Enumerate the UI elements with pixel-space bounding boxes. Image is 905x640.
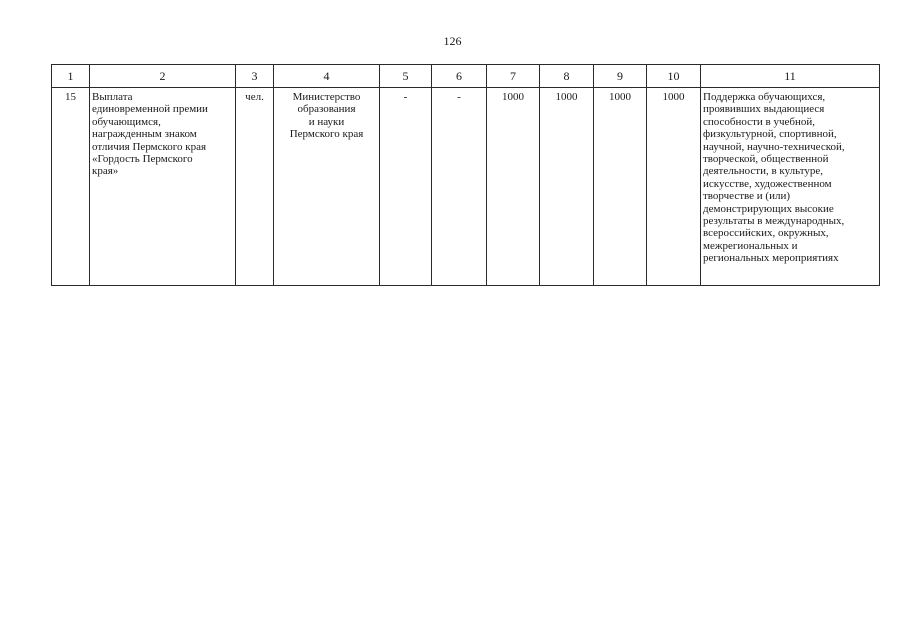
row-col10-cell bbox=[647, 88, 701, 286]
row-col9-value: 1000 bbox=[609, 91, 631, 103]
row-number-cell bbox=[52, 88, 90, 286]
row-col5-cell bbox=[380, 88, 432, 286]
row-unit-cell bbox=[236, 88, 274, 286]
column-header: 11 bbox=[701, 65, 880, 88]
row-name: Выплата единовременной премии обучающимся, награжденным знаком отличия Пермского края «Гордость Пермского края» bbox=[92, 91, 208, 178]
column-header: 5 bbox=[380, 65, 432, 88]
row-ministry-cell bbox=[274, 88, 380, 286]
row-col6-value: - bbox=[457, 91, 461, 103]
row-ministry: Министерство образования и науки Пермского края bbox=[289, 91, 364, 141]
row-description-cell bbox=[701, 88, 880, 286]
row-col10-value: 1000 bbox=[662, 91, 685, 103]
column-header: 1 bbox=[52, 65, 90, 88]
column-header: 7 bbox=[487, 65, 540, 88]
row-col5-value: - bbox=[403, 91, 408, 103]
column-header: 6 bbox=[432, 65, 487, 88]
page-number: 126 bbox=[443, 34, 462, 48]
column-header: 2 bbox=[90, 65, 236, 88]
row-col8-cell bbox=[540, 88, 594, 286]
column-header: 4 bbox=[274, 65, 380, 88]
column-header: 8 bbox=[540, 65, 594, 88]
table-row bbox=[52, 88, 880, 286]
column-header: 9 bbox=[594, 65, 647, 88]
row-col7-value: 1000 bbox=[502, 91, 524, 103]
row-unit: чел. bbox=[245, 91, 264, 103]
table-header-row bbox=[52, 65, 880, 88]
row-col6-cell bbox=[432, 88, 487, 286]
row-number: 15 bbox=[65, 91, 76, 103]
row-col8-value: 1000 bbox=[555, 91, 578, 103]
column-header: 10 bbox=[647, 65, 701, 88]
row-col7-cell bbox=[487, 88, 540, 286]
row-col9-cell bbox=[594, 88, 647, 286]
column-header: 3 bbox=[236, 65, 274, 88]
row-name-cell bbox=[90, 88, 236, 286]
data-table bbox=[51, 64, 880, 286]
row-description: Поддержка обучающихся, проявивших выдающиеся способности в учебной, физкультурной, спортивной, научной, научно-технической, творческой, общественной деятельности, в культуре, искусстве, художественном творчестве и (или) демонстрирующих высокие результаты в международных, всероссийских, окружных, межрегиональных и региональных мероприятиях bbox=[703, 91, 845, 265]
